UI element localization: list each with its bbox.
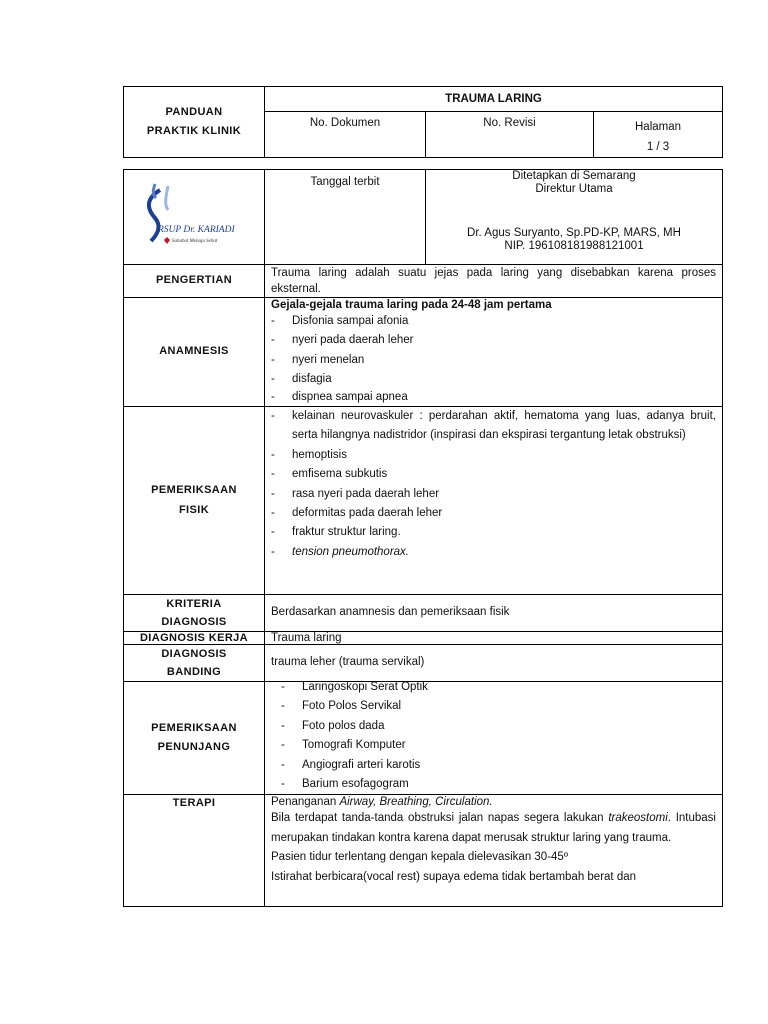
terapi-paragraph3: Pasien tidur terlentang dengan kepala dielevasikan 30-45º <box>271 851 569 864</box>
heart-icon <box>164 237 170 244</box>
terapi-label: TERAPI <box>124 795 265 907</box>
list-item: - emfisema subkutis <box>271 468 388 481</box>
ditetapkan-cell <box>426 170 723 265</box>
praktik-klinik-label: PRAKTIK KLINIK <box>146 125 242 137</box>
pengertian-text: Trauma laring adalah suatu jejas pada laring yang disebabkan karena proses eksternal. <box>265 265 723 298</box>
terapi-content <box>265 795 723 907</box>
anamnesis-label: ANAMNESIS <box>124 298 265 407</box>
terapi-paragraph4: Istirahat berbicara(vocal rest) supaya edema tidak bertambah berat dan <box>271 870 637 883</box>
list-item: - rasa nyeri pada daerah leher <box>271 487 440 500</box>
document-title: TRAUMA LARING <box>265 87 723 112</box>
pemeriksaan-penunjang-label <box>124 682 265 795</box>
panduan-praktik-klinik-title <box>124 87 265 158</box>
label-line: DIAGNOSIS <box>161 648 227 660</box>
halaman-value: 1 / 3 <box>646 141 670 153</box>
pemeriksaan-fisik-label <box>124 407 265 595</box>
list-item: - kelainan neurovaskuler : perdarahan aktif, hematoma yang luas, adanya bruit, serta hilangnya nadistridor (inspirasi dan ekspirasi tergantung letak obstruksi) <box>271 410 716 442</box>
list-item: - Tomografi Komputer <box>281 739 406 752</box>
terapi-line1: Penanganan Airway, Breathing, Circulation. <box>271 796 493 809</box>
panduan-label: PANDUAN <box>165 105 223 118</box>
direktur-utama-text: Direktur Utama <box>535 183 613 195</box>
terapi-paragraph2: Bila terdapat tanda-tanda obstruksi jalan napas segera lakukan trakeostomi. Intubasi merupakan tindakan kontra karena dapat merusak struktur laring yang trauma. <box>271 812 716 844</box>
logo-name: RSUP Dr. KARIADI <box>158 225 235 235</box>
list-item: - tension pneumothorax. <box>271 545 409 558</box>
pemeriksaan-fisik-list <box>271 407 716 562</box>
list-item: - deformitas pada daerah leher <box>271 507 443 520</box>
list-item: - Angiografi arteri karotis <box>281 758 421 771</box>
label-line: KRITERIA <box>166 598 222 610</box>
list-item: - Barium esofagogram <box>281 778 409 791</box>
diagnosis-kerja-label: DIAGNOSIS KERJA <box>124 632 265 645</box>
logo-tagline: Sahabat Menuju Sehat <box>172 239 218 244</box>
halaman-label: Halaman <box>635 121 682 133</box>
document-main-table <box>123 169 723 907</box>
no-dokumen-label: No. Dokumen <box>265 112 426 158</box>
diagnosis-kerja-text: Trauma laring <box>265 632 723 645</box>
logo-cell <box>124 170 265 265</box>
list-item: - nyeri pada daerah leher <box>271 334 414 347</box>
label-line: PENUNJANG <box>157 741 231 754</box>
diagnosis-banding-text: trauma leher (trauma servikal) <box>265 645 723 682</box>
list-item: - Disfonia sampai afonia <box>271 315 409 327</box>
halaman-cell <box>594 112 723 158</box>
kriteria-diagnosis-label <box>124 595 265 632</box>
no-revisi-label: No. Revisi <box>426 112 594 158</box>
list-item: - Foto polos dada <box>281 719 385 732</box>
anamnesis-content <box>265 298 723 407</box>
tanggal-terbit-label: Tanggal terbit <box>265 170 426 265</box>
list-item: - fraktur struktur laring. <box>271 526 401 539</box>
document-header-table <box>123 86 723 158</box>
list-item: - nyeri menelan <box>271 353 365 366</box>
pemeriksaan-fisik-content <box>265 407 723 595</box>
anamnesis-list <box>271 312 716 404</box>
list-item: - dispnea sampai apnea <box>271 390 408 403</box>
signer-nip: NIP. 196108181988121001 <box>504 240 644 252</box>
label-line: BANDING <box>166 666 222 678</box>
list-item: - hemoptisis <box>271 448 347 461</box>
diagnosis-banding-label <box>124 645 265 682</box>
label-line: PEMERIKSAAN <box>151 721 237 734</box>
label-line: PEMERIKSAAN <box>151 484 237 496</box>
kriteria-diagnosis-text: Berdasarkan anamnesis dan pemeriksaan fisik <box>265 595 723 632</box>
pemeriksaan-penunjang-list <box>271 678 716 794</box>
label-line: DIAGNOSIS <box>161 616 227 628</box>
list-item: - Foto Polos Servikal <box>281 700 402 713</box>
pemeriksaan-penunjang-content <box>265 682 723 795</box>
pengertian-label: PENGERTIAN <box>124 265 265 298</box>
list-item: - Laringoskopi Serat Optik <box>281 681 428 693</box>
ditetapkan-text: Ditetapkan di Semarang <box>512 170 636 182</box>
signer-name: Dr. Agus Suryanto, Sp.PD-KP, MARS, MH <box>467 227 681 239</box>
list-item: - disfagia <box>271 373 332 386</box>
anamnesis-heading: Gejala-gejala trauma laring pada 24-48 jam pertama <box>271 299 552 311</box>
label-line: FISIK <box>178 503 210 516</box>
rsup-kariadi-logo <box>124 170 265 264</box>
